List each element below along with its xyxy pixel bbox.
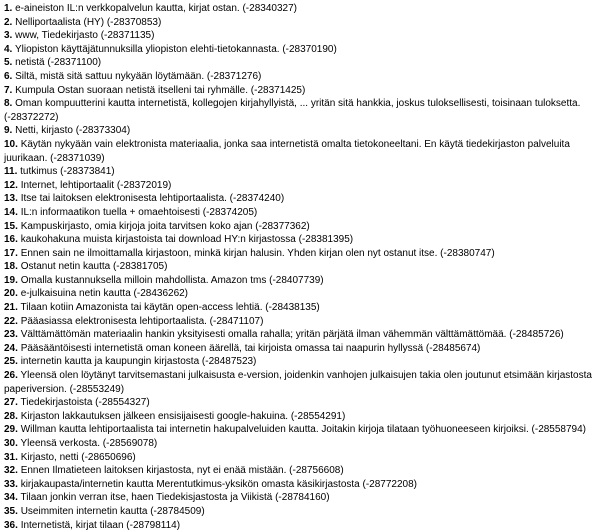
response-text: internetin kautta ja kaupungin kirjastosta (-28487523) bbox=[20, 356, 257, 368]
response-number: 8. bbox=[4, 98, 13, 110]
response-item bbox=[4, 369, 592, 396]
response-text: Ennen sain ne ilmoittamalla kirjastoon, minkä kirjan halusin. Yhden kirjan olen nyt ostanut itse. (-28380747) bbox=[20, 247, 495, 259]
response-item bbox=[4, 451, 592, 465]
response-number: 7. bbox=[4, 84, 13, 96]
response-item bbox=[4, 70, 592, 84]
response-item bbox=[4, 16, 592, 30]
response-number: 35. bbox=[4, 505, 18, 517]
response-text: kirjakaupasta/internetin kautta Merentutkimus-yksikön omasta käsikirjastosta (-28772208) bbox=[20, 478, 417, 490]
response-number: 14. bbox=[4, 206, 18, 218]
response-number: 18. bbox=[4, 261, 18, 273]
response-text: e-julkaisuina netin kautta (-28436262) bbox=[20, 288, 189, 300]
response-item bbox=[4, 464, 592, 478]
response-number: 13. bbox=[4, 193, 18, 205]
response-item bbox=[4, 43, 592, 57]
response-item bbox=[4, 260, 592, 274]
response-item bbox=[4, 410, 592, 424]
response-text: Useimmiten internetin kautta (-28784509) bbox=[20, 505, 205, 517]
response-number: 15. bbox=[4, 220, 18, 232]
response-number: 26. bbox=[4, 370, 18, 382]
response-number: 25. bbox=[4, 356, 18, 368]
response-number: 32. bbox=[4, 465, 18, 477]
response-text: Nelliportaalista (HY) (-28370853) bbox=[15, 16, 162, 28]
response-text: Tilaan kotiin Amazonista tai käytän open-access lehtiä. (-28438135) bbox=[20, 302, 320, 314]
response-number: 12. bbox=[4, 179, 18, 191]
response-text: Yleensä verkosta. (-28569078) bbox=[20, 438, 158, 449]
response-number: 30. bbox=[4, 438, 18, 449]
response-number: 29. bbox=[4, 424, 18, 436]
response-number: 16. bbox=[4, 234, 18, 246]
response-text: Omalla kustannuksella milloin mahdollista. Amazon tms (-28407739) bbox=[20, 274, 324, 286]
response-text: Yleensä olen löytänyt tarvitsemastani julkaisusta e-version, joidenkin vanhojen julkaisujen takia olen joutunut etsimään kirjastosta paperiversion. (-28553249) bbox=[4, 370, 592, 395]
response-text: kaukohakuna muista kirjastoista tai download HY:n kirjastossa (-28381395) bbox=[20, 234, 354, 246]
response-number: 11. bbox=[4, 166, 18, 178]
response-text: www, Tiedekirjasto (-28371135) bbox=[15, 30, 155, 42]
response-text: Internetistä, kirjat tilaan (-28798114) bbox=[20, 519, 181, 531]
response-item bbox=[4, 56, 592, 70]
response-text: Yliopiston käyttäjätunnuksilla yliopiston elehti-tietokannasta. (-28370190) bbox=[14, 43, 337, 55]
response-item bbox=[4, 233, 592, 247]
response-text: Kirjaston lakkautuksen jälkeen ensisijaisesti google-hakuina. (-28554291) bbox=[20, 410, 346, 422]
response-text: Pääasiassa elektronisesta lehtiportaalista. (-28471107) bbox=[20, 315, 264, 327]
response-text: Tiedekirjastoista (-28554327) bbox=[20, 397, 150, 409]
response-item bbox=[4, 328, 592, 342]
response-text: tutkimus (-28373841) bbox=[20, 166, 115, 178]
response-item bbox=[4, 274, 592, 288]
response-text: IL:n informaatikon tuella + omaehtoisesti (-28374205) bbox=[20, 206, 258, 218]
response-item bbox=[4, 84, 592, 98]
response-item bbox=[4, 301, 592, 315]
response-item bbox=[4, 97, 592, 124]
response-number: 5. bbox=[4, 57, 13, 69]
response-item bbox=[4, 138, 592, 165]
response-item bbox=[4, 220, 592, 234]
response-number: 21. bbox=[4, 302, 18, 314]
response-item bbox=[4, 29, 592, 43]
response-text: Välttämättömän materiaalin hankin yksityisesti omalla rahalla; yritän pärjätä ilman vähemmän välttämättömää. (-28485726) bbox=[20, 329, 564, 341]
response-text: Pääsääntöisesti internetistä oman koneen äärellä, tai kirjoista omassa tai naapurin hyllyssä (-28485674) bbox=[20, 342, 481, 354]
response-number: 10. bbox=[4, 138, 18, 150]
response-number: 23. bbox=[4, 329, 18, 341]
response-text: Oman kompuutterini kautta internetistä, kollegojen kirjahyllyistä, ... yritän sitä hankkia, joskus tuloksellisesti, toisinaan tuloksetta. (-28372272) bbox=[4, 98, 581, 123]
response-number: 1. bbox=[4, 3, 13, 14]
response-number: 22. bbox=[4, 315, 18, 327]
response-number: 2. bbox=[4, 16, 13, 28]
response-item bbox=[4, 505, 592, 519]
response-number: 31. bbox=[4, 451, 18, 463]
response-number: 9. bbox=[4, 125, 13, 137]
response-item bbox=[4, 342, 592, 356]
response-text: Kampuskirjasto, omia kirjoja joita tarvitsen koko ajan (-28377362) bbox=[20, 220, 310, 232]
response-item bbox=[4, 491, 592, 505]
response-item bbox=[4, 355, 592, 369]
response-text: Ennen Ilmatieteen laitoksen kirjastosta, nyt ei enää mistään. (-28756608) bbox=[20, 465, 344, 477]
response-text: Tilaan jonkin verran itse, haen Tiedekisjastosta ja Viikistä (-28784160) bbox=[20, 492, 330, 504]
response-item bbox=[4, 206, 592, 220]
response-text: Internet, lehtiportaalit (-28372019) bbox=[20, 179, 172, 191]
response-text: Kirjasto, netti (-28650696) bbox=[20, 451, 136, 463]
response-text: Willman kautta lehtiportaalista tai internetin hakupalveluiden kautta. Joitakin kirjoja tilataan työhuoneeseen kirjoiksi. (-28558794) bbox=[20, 424, 587, 436]
response-number: 34. bbox=[4, 492, 18, 504]
response-number: 19. bbox=[4, 274, 18, 286]
response-item bbox=[4, 437, 592, 451]
response-text: Käytän nykyään vain elektronista materiaalia, jonka saa internetistä omalta tietokoneeltani. En käytä tiedekirjaston palveluita juurikaan. (-28371039) bbox=[4, 138, 570, 164]
response-text: Ostanut netin kautta (-28381705) bbox=[20, 261, 168, 273]
response-item bbox=[4, 179, 592, 193]
response-number: 4. bbox=[4, 43, 13, 55]
response-item bbox=[4, 287, 592, 301]
response-item bbox=[4, 2, 592, 16]
response-item bbox=[4, 247, 592, 261]
response-text: Kumpula Ostan suoraan netistä itselleni tai ryhmälle. (-28371425) bbox=[15, 84, 306, 96]
response-item bbox=[4, 165, 592, 179]
response-item bbox=[4, 396, 592, 410]
response-number: 36. bbox=[4, 519, 18, 531]
response-item bbox=[4, 124, 592, 138]
response-number: 6. bbox=[4, 70, 13, 82]
response-text: Siltä, mistä sitä sattuu nykyään löytämään. (-28371276) bbox=[15, 70, 262, 82]
response-number: 27. bbox=[4, 397, 18, 409]
response-text: Itse tai laitoksen elektronisesta lehtiportaalista. (-28374240) bbox=[20, 193, 285, 205]
response-number: 24. bbox=[4, 342, 18, 354]
response-item bbox=[4, 478, 592, 492]
response-text: Netti, kirjasto (-28373304) bbox=[15, 125, 131, 137]
response-number: 3. bbox=[4, 30, 13, 42]
response-item bbox=[4, 519, 592, 532]
response-item bbox=[4, 423, 592, 437]
response-text: netistä (-28371100) bbox=[15, 57, 102, 69]
response-text: e-aineiston IL:n verkkopalvelun kautta, kirjat ostan. (-28340327) bbox=[15, 3, 297, 14]
response-number: 28. bbox=[4, 410, 18, 422]
response-item bbox=[4, 315, 592, 329]
response-number: 33. bbox=[4, 478, 18, 490]
response-item bbox=[4, 192, 592, 206]
response-number: 20. bbox=[4, 288, 18, 300]
response-number: 17. bbox=[4, 247, 18, 259]
